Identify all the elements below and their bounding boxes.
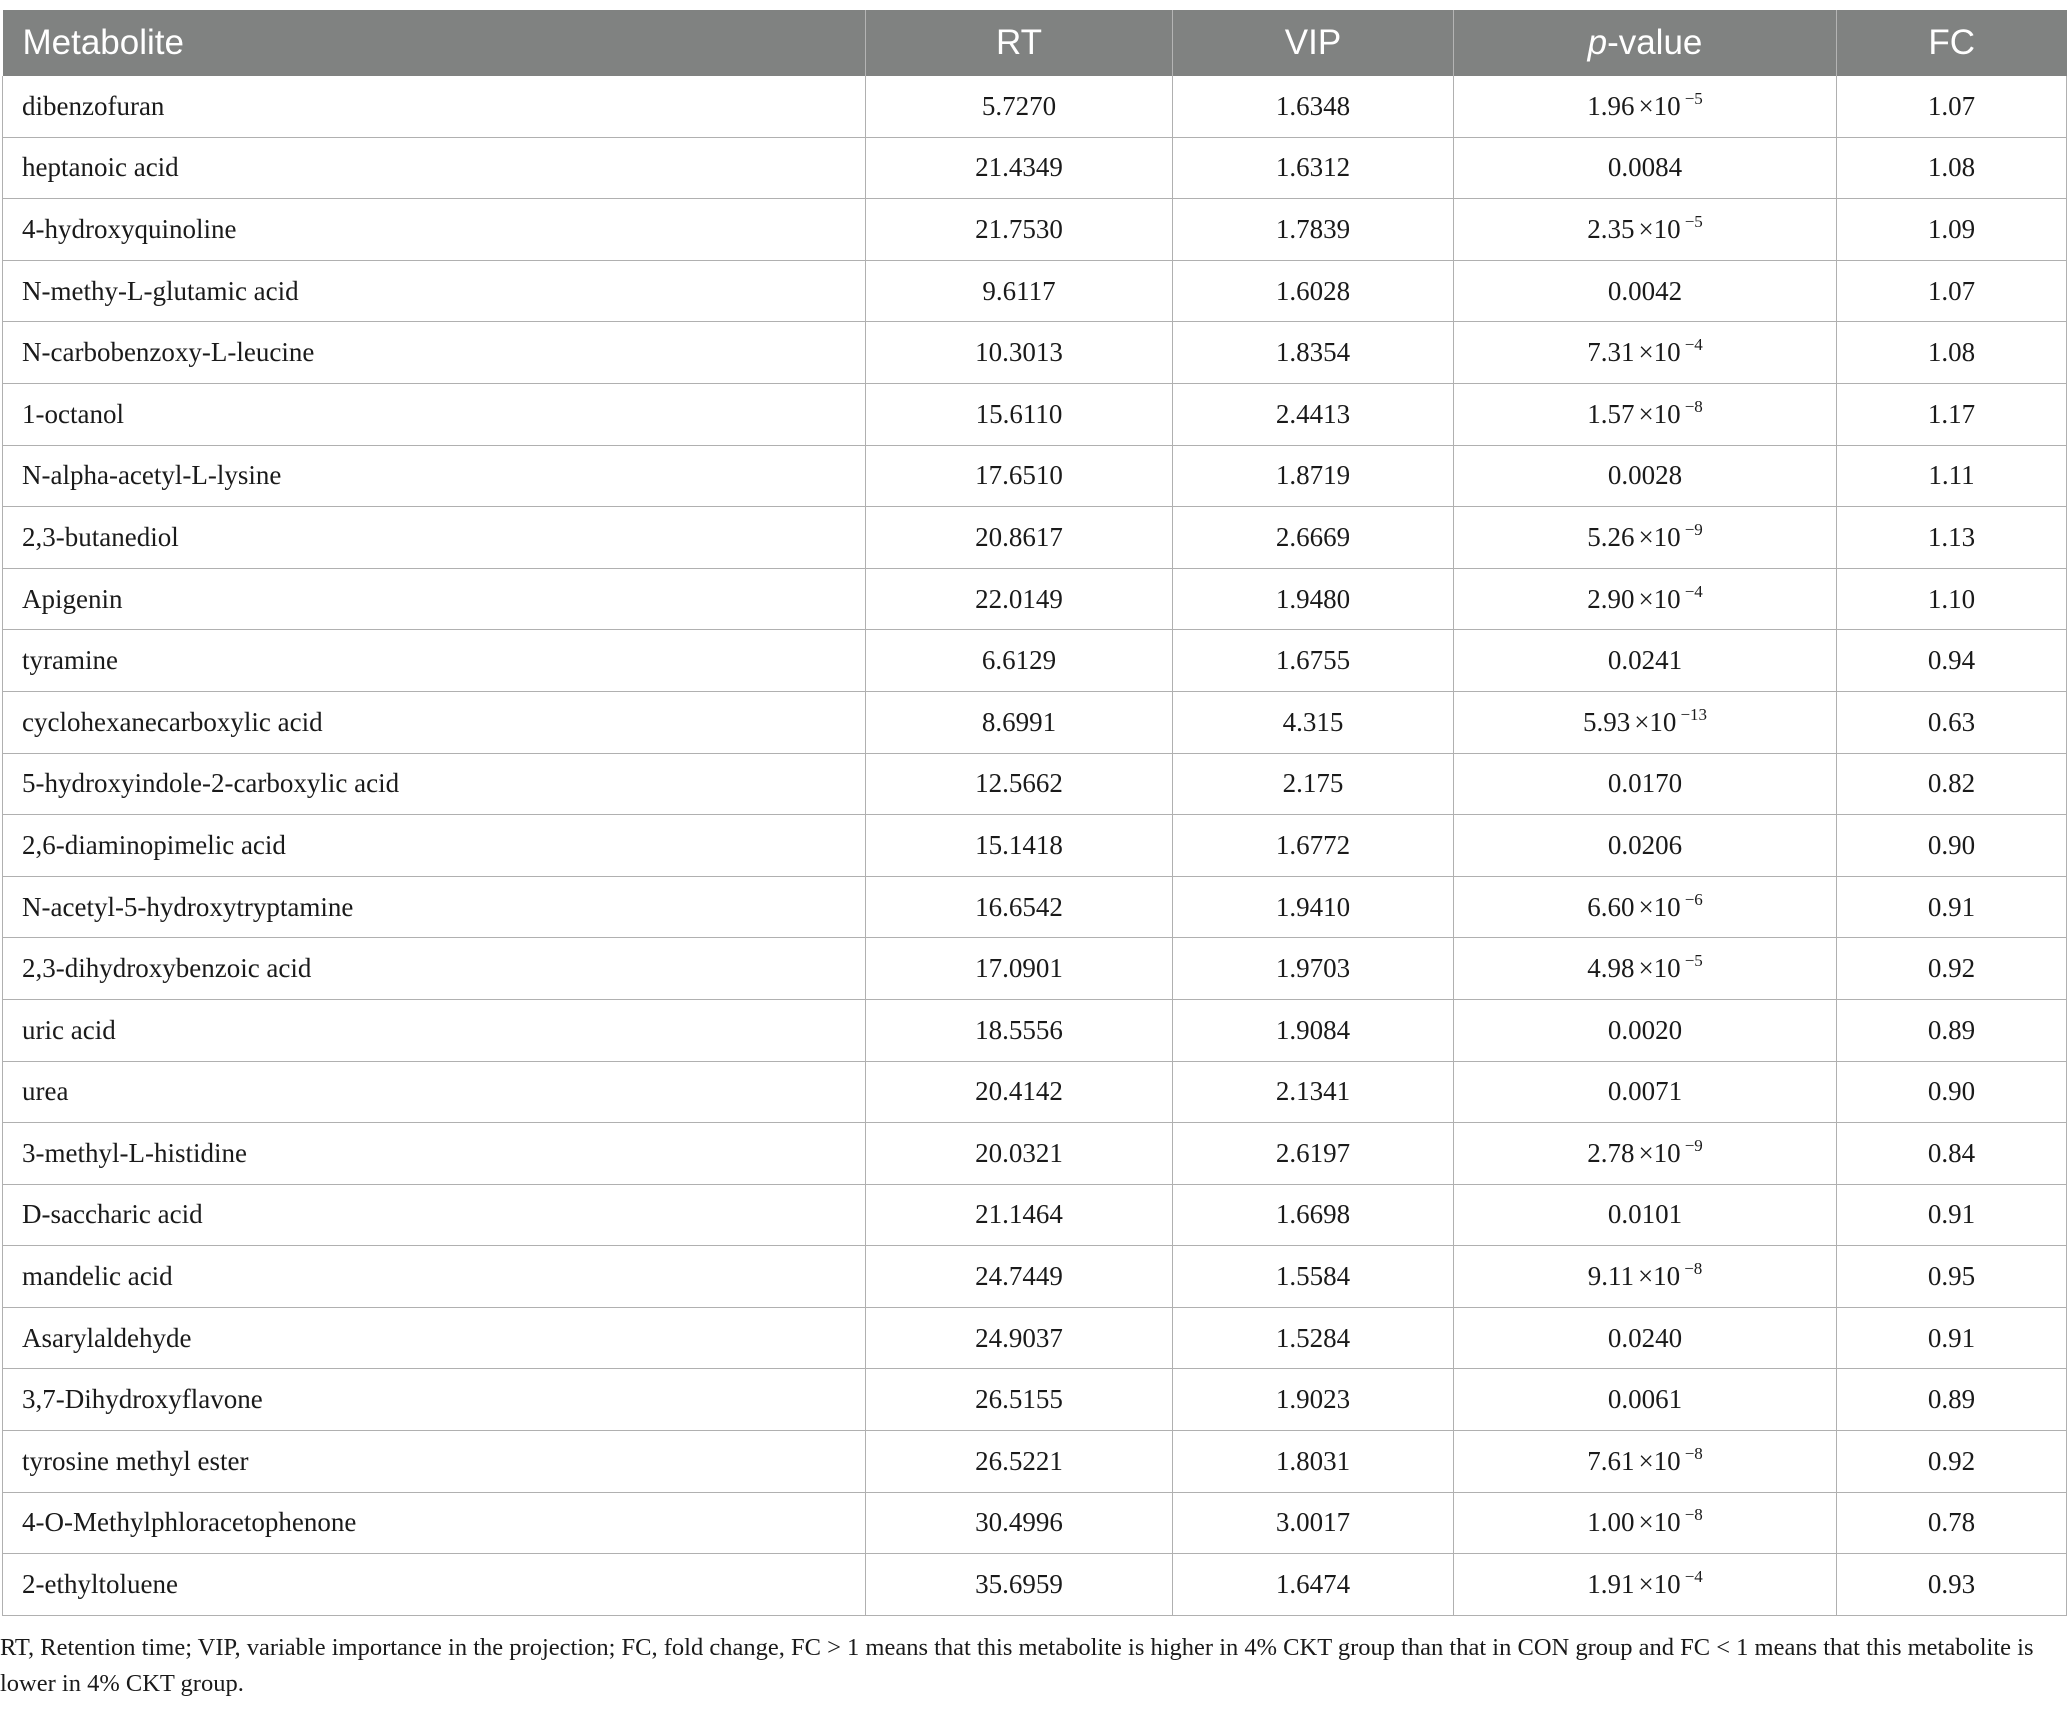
cell-metabolite: mandelic acid xyxy=(3,1246,866,1308)
p-exponent: −4 xyxy=(1684,335,1703,355)
table-row xyxy=(3,1184,2067,1246)
cell-p-value xyxy=(1454,691,1837,753)
table-row xyxy=(3,876,2067,938)
cell-rt: 17.6510 xyxy=(866,445,1173,507)
p-mantissa: 7.31 xyxy=(1587,337,1635,368)
cell-fc: 1.08 xyxy=(1837,322,2067,384)
header-p-suffix: -value xyxy=(1607,23,1703,62)
times-sign: ×10 xyxy=(1638,398,1681,429)
cell-metabolite: 4-O-Methylphloracetophenone xyxy=(3,1492,866,1554)
cell-vip: 2.6197 xyxy=(1173,1123,1454,1185)
p-exponent: −9 xyxy=(1684,1135,1703,1155)
cell-metabolite: 5-hydroxyindole-2-carboxylic acid xyxy=(3,753,866,815)
cell-rt: 12.5662 xyxy=(866,753,1173,815)
cell-fc: 0.84 xyxy=(1837,1123,2067,1185)
cell-metabolite: 3-methyl-L-histidine xyxy=(3,1123,866,1185)
p-mantissa: 9.11 xyxy=(1587,1261,1634,1292)
times-sign: ×10 xyxy=(1634,706,1677,737)
cell-vip: 2.6669 xyxy=(1173,507,1454,569)
cell-p-value xyxy=(1454,383,1837,445)
cell-metabolite: 2,6-diaminopimelic acid xyxy=(3,815,866,877)
cell-rt: 35.6959 xyxy=(866,1554,1173,1616)
cell-p-value: 0.0101 xyxy=(1454,1184,1837,1246)
cell-vip: 1.8031 xyxy=(1173,1431,1454,1493)
cell-rt: 15.6110 xyxy=(866,383,1173,445)
table-row xyxy=(3,1554,2067,1616)
cell-rt: 17.0901 xyxy=(866,938,1173,1000)
table-row xyxy=(3,753,2067,815)
cell-p-value: 0.0071 xyxy=(1454,1061,1837,1123)
p-mantissa: 1.91 xyxy=(1587,1569,1635,1600)
cell-vip: 1.8719 xyxy=(1173,445,1454,507)
cell-fc: 0.92 xyxy=(1837,938,2067,1000)
table-row xyxy=(3,1246,2067,1308)
table-row xyxy=(3,137,2067,199)
table-row xyxy=(3,1492,2067,1554)
times-sign: ×10 xyxy=(1638,213,1681,244)
cell-metabolite: heptanoic acid xyxy=(3,137,866,199)
cell-p-value: 0.0241 xyxy=(1454,630,1837,692)
header-row xyxy=(3,10,2067,76)
cell-metabolite: 2,3-butanediol xyxy=(3,507,866,569)
p-mantissa: 5.26 xyxy=(1587,521,1635,552)
cell-vip: 1.5584 xyxy=(1173,1246,1454,1308)
p-mantissa: 4.98 xyxy=(1587,953,1635,984)
cell-rt: 21.1464 xyxy=(866,1184,1173,1246)
cell-fc: 0.91 xyxy=(1837,876,2067,938)
times-sign: ×10 xyxy=(1638,521,1681,552)
cell-fc: 0.93 xyxy=(1837,1554,2067,1616)
cell-p-value xyxy=(1454,199,1837,261)
cell-vip: 1.7839 xyxy=(1173,199,1454,261)
p-exponent: −6 xyxy=(1684,889,1703,909)
cell-rt: 20.4142 xyxy=(866,1061,1173,1123)
p-mantissa: 1.00 xyxy=(1587,1507,1635,1538)
table-row xyxy=(3,938,2067,1000)
times-sign: ×10 xyxy=(1638,891,1681,922)
cell-fc: 0.90 xyxy=(1837,1061,2067,1123)
cell-metabolite: 2,3-dihydroxybenzoic acid xyxy=(3,938,866,1000)
cell-vip: 1.6028 xyxy=(1173,260,1454,322)
table-row xyxy=(3,76,2067,137)
p-mantissa: 6.60 xyxy=(1587,891,1635,922)
cell-p-value: 0.0240 xyxy=(1454,1307,1837,1369)
cell-metabolite: Apigenin xyxy=(3,568,866,630)
p-exponent: −4 xyxy=(1684,1567,1703,1587)
table-row xyxy=(3,199,2067,261)
cell-fc: 1.10 xyxy=(1837,568,2067,630)
cell-p-value xyxy=(1454,76,1837,137)
cell-p-value xyxy=(1454,938,1837,1000)
cell-rt: 8.6991 xyxy=(866,691,1173,753)
cell-vip: 1.8354 xyxy=(1173,322,1454,384)
cell-vip: 3.0017 xyxy=(1173,1492,1454,1554)
table-row xyxy=(3,999,2067,1061)
cell-vip: 1.6772 xyxy=(1173,815,1454,877)
header-rt: RT xyxy=(866,10,1173,76)
cell-rt: 9.6117 xyxy=(866,260,1173,322)
table-row xyxy=(3,1123,2067,1185)
cell-rt: 24.7449 xyxy=(866,1246,1173,1308)
cell-fc: 0.89 xyxy=(1837,999,2067,1061)
cell-fc: 0.91 xyxy=(1837,1184,2067,1246)
cell-p-value xyxy=(1454,1123,1837,1185)
cell-vip: 1.6312 xyxy=(1173,137,1454,199)
cell-fc: 1.09 xyxy=(1837,199,2067,261)
cell-rt: 5.7270 xyxy=(866,76,1173,137)
cell-metabolite: tyramine xyxy=(3,630,866,692)
cell-fc: 1.07 xyxy=(1837,76,2067,137)
cell-metabolite: N-alpha-acetyl-L-lysine xyxy=(3,445,866,507)
cell-vip: 1.9084 xyxy=(1173,999,1454,1061)
cell-vip: 2.4413 xyxy=(1173,383,1454,445)
p-exponent: −13 xyxy=(1680,704,1708,724)
p-mantissa: 2.78 xyxy=(1587,1137,1635,1168)
cell-p-value: 0.0084 xyxy=(1454,137,1837,199)
header-metabolite: Metabolite xyxy=(3,10,866,76)
p-exponent: −8 xyxy=(1684,1443,1703,1463)
cell-vip: 1.6755 xyxy=(1173,630,1454,692)
p-mantissa: 2.90 xyxy=(1587,583,1635,614)
cell-rt: 26.5221 xyxy=(866,1431,1173,1493)
cell-p-value: 0.0028 xyxy=(1454,445,1837,507)
cell-rt: 22.0149 xyxy=(866,568,1173,630)
p-exponent: −8 xyxy=(1684,1259,1703,1279)
cell-metabolite: 3,7-Dihydroxyflavone xyxy=(3,1369,866,1431)
cell-rt: 6.6129 xyxy=(866,630,1173,692)
p-exponent: −8 xyxy=(1684,1505,1703,1525)
table-row xyxy=(3,1307,2067,1369)
cell-p-value xyxy=(1454,1554,1837,1616)
table-row xyxy=(3,322,2067,384)
p-exponent: −5 xyxy=(1684,88,1703,108)
cell-metabolite: N-carbobenzoxy-L-leucine xyxy=(3,322,866,384)
cell-p-value xyxy=(1454,1246,1837,1308)
cell-metabolite: 4-hydroxyquinoline xyxy=(3,199,866,261)
times-sign: ×10 xyxy=(1638,90,1681,121)
cell-rt: 30.4996 xyxy=(866,1492,1173,1554)
cell-vip: 4.315 xyxy=(1173,691,1454,753)
cell-metabolite: N-acetyl-5-hydroxytryptamine xyxy=(3,876,866,938)
cell-vip: 1.9703 xyxy=(1173,938,1454,1000)
cell-vip: 2.1341 xyxy=(1173,1061,1454,1123)
cell-vip: 2.175 xyxy=(1173,753,1454,815)
cell-p-value xyxy=(1454,507,1837,569)
table-row xyxy=(3,568,2067,630)
table-row xyxy=(3,507,2067,569)
metabolite-table xyxy=(2,10,2067,1616)
cell-fc: 0.92 xyxy=(1837,1431,2067,1493)
cell-rt: 20.8617 xyxy=(866,507,1173,569)
cell-fc: 0.78 xyxy=(1837,1492,2067,1554)
cell-vip: 1.9023 xyxy=(1173,1369,1454,1431)
cell-rt: 10.3013 xyxy=(866,322,1173,384)
p-mantissa: 5.93 xyxy=(1582,706,1631,737)
cell-fc: 1.07 xyxy=(1837,260,2067,322)
times-sign: ×10 xyxy=(1638,1137,1681,1168)
cell-p-value xyxy=(1454,568,1837,630)
cell-metabolite: N-methy-L-glutamic acid xyxy=(3,260,866,322)
cell-metabolite: dibenzofuran xyxy=(3,76,866,137)
cell-vip: 1.6348 xyxy=(1173,76,1454,137)
header-vip: VIP xyxy=(1173,10,1454,76)
cell-vip: 1.9410 xyxy=(1173,876,1454,938)
table-row xyxy=(3,383,2067,445)
cell-fc: 0.82 xyxy=(1837,753,2067,815)
header-p-value xyxy=(1454,10,1837,76)
cell-metabolite: tyrosine methyl ester xyxy=(3,1431,866,1493)
cell-fc: 0.63 xyxy=(1837,691,2067,753)
cell-rt: 20.0321 xyxy=(866,1123,1173,1185)
times-sign: ×10 xyxy=(1638,337,1681,368)
times-sign: ×10 xyxy=(1638,953,1681,984)
cell-fc: 0.94 xyxy=(1837,630,2067,692)
cell-metabolite: uric acid xyxy=(3,999,866,1061)
cell-metabolite: D-saccharic acid xyxy=(3,1184,866,1246)
cell-vip: 1.6698 xyxy=(1173,1184,1454,1246)
cell-p-value: 0.0170 xyxy=(1454,753,1837,815)
times-sign: ×10 xyxy=(1638,1569,1681,1600)
cell-fc: 1.11 xyxy=(1837,445,2067,507)
table-row xyxy=(3,1431,2067,1493)
cell-metabolite: cyclohexanecarboxylic acid xyxy=(3,691,866,753)
p-exponent: −9 xyxy=(1684,519,1703,539)
cell-p-value xyxy=(1454,1431,1837,1493)
cell-vip: 1.6474 xyxy=(1173,1554,1454,1616)
table-body xyxy=(3,76,2067,1615)
table-row xyxy=(3,1369,2067,1431)
cell-fc: 1.17 xyxy=(1837,383,2067,445)
times-sign: ×10 xyxy=(1637,1261,1681,1292)
cell-fc: 0.90 xyxy=(1837,815,2067,877)
cell-p-value xyxy=(1454,322,1837,384)
cell-fc: 0.95 xyxy=(1837,1246,2067,1308)
cell-p-value: 0.0206 xyxy=(1454,815,1837,877)
table-row xyxy=(3,815,2067,877)
cell-metabolite: 2-ethyltoluene xyxy=(3,1554,866,1616)
times-sign: ×10 xyxy=(1638,1507,1681,1538)
cell-p-value xyxy=(1454,1492,1837,1554)
cell-rt: 21.4349 xyxy=(866,137,1173,199)
cell-vip: 1.5284 xyxy=(1173,1307,1454,1369)
cell-rt: 24.9037 xyxy=(866,1307,1173,1369)
table-row xyxy=(3,691,2067,753)
cell-fc: 1.13 xyxy=(1837,507,2067,569)
cell-rt: 16.6542 xyxy=(866,876,1173,938)
header-fc: FC xyxy=(1837,10,2067,76)
cell-vip: 1.9480 xyxy=(1173,568,1454,630)
cell-rt: 21.7530 xyxy=(866,199,1173,261)
table-footnote: RT, Retention time; VIP, variable importance in the projection; FC, fold change, FC > 1 means that this metabolite is higher in 4% CKT group than that in CON group and FC < 1 means that this metabolite is lower in 4% CKT group. xyxy=(0,1634,2034,1697)
cell-rt: 15.1418 xyxy=(866,815,1173,877)
cell-metabolite: urea xyxy=(3,1061,866,1123)
p-mantissa: 2.35 xyxy=(1587,213,1635,244)
cell-fc: 0.91 xyxy=(1837,1307,2067,1369)
cell-p-value xyxy=(1454,876,1837,938)
p-exponent: −5 xyxy=(1684,211,1703,231)
cell-rt: 18.5556 xyxy=(866,999,1173,1061)
table-row xyxy=(3,1061,2067,1123)
p-exponent: −5 xyxy=(1684,951,1703,971)
table-row xyxy=(3,260,2067,322)
cell-rt: 26.5155 xyxy=(866,1369,1173,1431)
times-sign: ×10 xyxy=(1638,583,1681,614)
cell-metabolite: 1-octanol xyxy=(3,383,866,445)
cell-fc: 1.08 xyxy=(1837,137,2067,199)
times-sign: ×10 xyxy=(1638,1445,1681,1476)
table-row xyxy=(3,630,2067,692)
table-header xyxy=(3,10,2067,76)
cell-p-value: 0.0042 xyxy=(1454,260,1837,322)
cell-p-value: 0.0061 xyxy=(1454,1369,1837,1431)
p-mantissa: 1.96 xyxy=(1587,90,1635,121)
table-row xyxy=(3,445,2067,507)
cell-metabolite: Asarylaldehyde xyxy=(3,1307,866,1369)
p-exponent: −4 xyxy=(1684,581,1703,601)
p-exponent: −8 xyxy=(1684,396,1703,416)
p-mantissa: 7.61 xyxy=(1587,1445,1635,1476)
header-p-italic: p xyxy=(1587,23,1608,62)
p-mantissa: 1.57 xyxy=(1587,398,1635,429)
cell-fc: 0.89 xyxy=(1837,1369,2067,1431)
cell-p-value: 0.0020 xyxy=(1454,999,1837,1061)
